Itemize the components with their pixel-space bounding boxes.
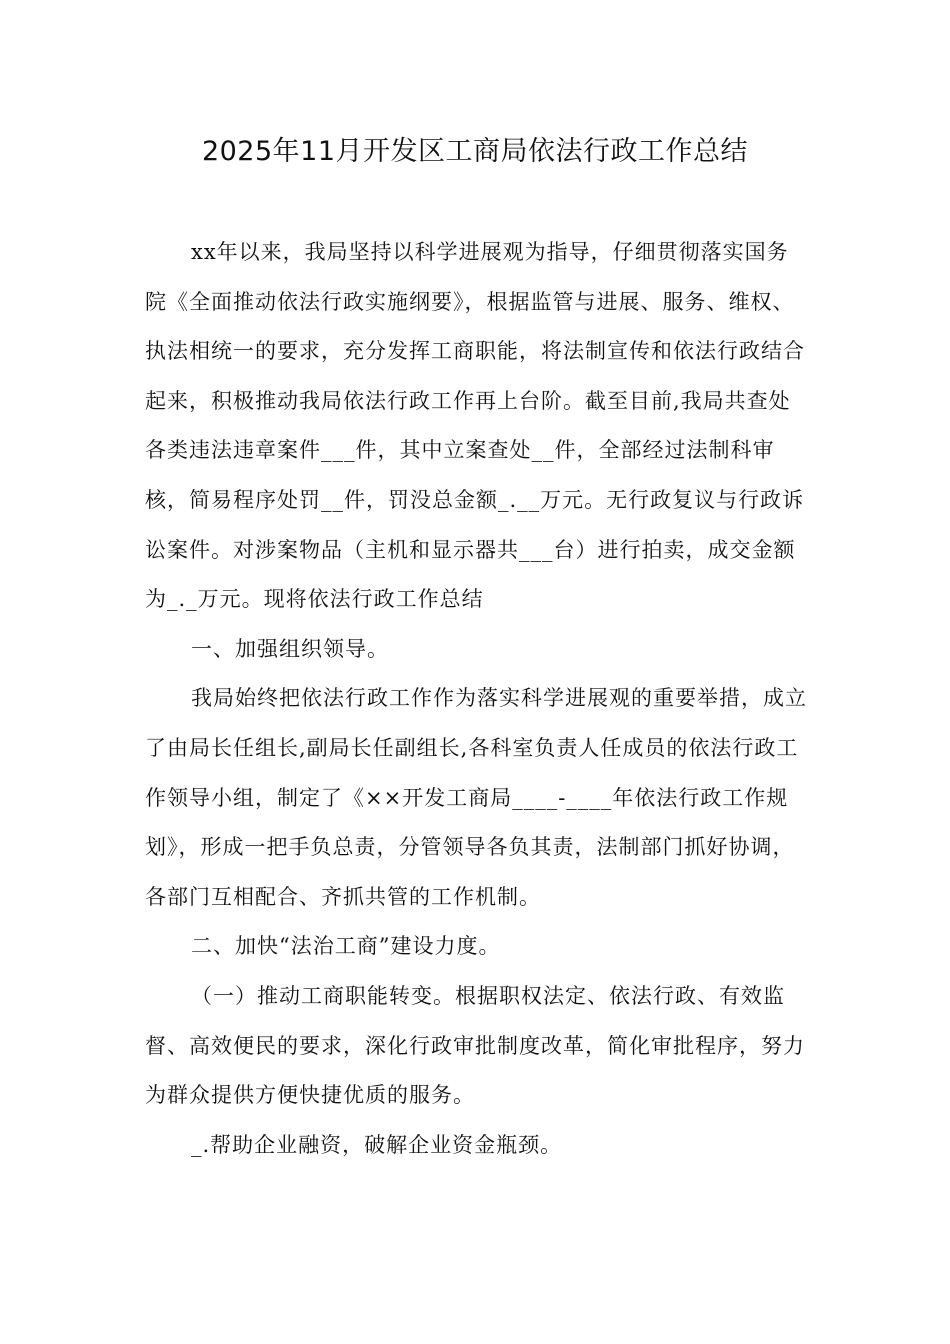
financing-item: _.帮助企业融资，破解企业资金瓶颈。 <box>191 1132 563 1157</box>
section-heading-organization: 一、加强组织领导。 <box>191 636 389 661</box>
section-heading-rule-of-law: 二、加快“法治工商”建设力度。 <box>191 934 501 959</box>
document-body <box>145 228 810 1170</box>
document-title: 2025年11月开发区工商局依法行政工作总结 <box>201 136 749 167</box>
organization-paragraph: 我局始终把依法行政工作作为落实科学进展观的重要举措，成立了由局长任组长,副局长任副组长,各科室负责人任成员的依法行政工作领导小组，制定了《××开发工商局____-____年依法行政工作规划》，形成一把手负总责，分管领导各负其责，法制部门抓好协调，各部门互相配合、齐抓共管的工作机制。 <box>145 686 807 909</box>
function-transformation-paragraph: （一）推动工商职能转变。根据职权法定、依法行政、有效监督、高效便民的要求，深化行政审批制度改革，简化审批程序，努力为群众提供方便快捷优质的服务。 <box>145 983 805 1108</box>
intro-paragraph: xx年以来，我局坚持以科学进展观为指导，仔细贯彻落实国务院《全面推动依法行政实施纲要》，根据监管与进展、服务、维权、执法相统一的要求，充分发挥工商职能，将法制宣传和依法行政结合起来，积极推动我局依法行政工作再上台阶。截至目前,我局共查处各类违法违章案件___件，其中立案查处__件，全部经过法制科审核，简易程序处罚__件，罚没总金额_.__万元。无行政复议与行政诉讼案件。对涉案物品（主机和显示器共___台）进行拍卖，成交金额为_._万元。现将依法行政工作总结 <box>145 240 805 612</box>
